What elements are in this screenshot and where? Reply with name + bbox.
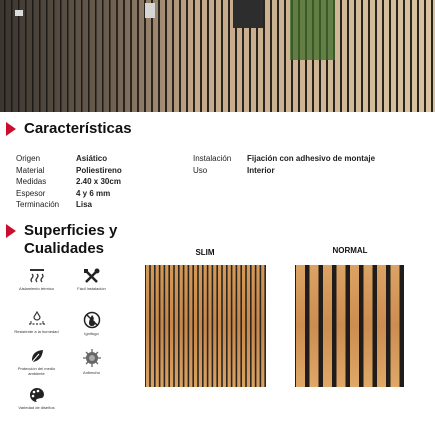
hero-slat-gap: [81, 0, 83, 112]
hero-slat-gap: [410, 0, 412, 112]
wood-slat: [237, 265, 240, 387]
wood-slat: [247, 265, 250, 387]
hero-slat-gap: [354, 0, 356, 112]
leaf-icon: [29, 348, 45, 364]
hero-slat-gap: [389, 0, 391, 112]
slim-panel-sample: [145, 265, 266, 387]
hero-slat-gap: [228, 0, 230, 112]
wood-slat: [256, 265, 259, 387]
feature-designs: [14, 387, 59, 410]
feature-label: Antimoho: [83, 370, 100, 375]
hero-slat-gap: [200, 0, 202, 112]
feature-label: Protección del medio ambiente: [17, 366, 56, 376]
hero-slat-gap: [207, 0, 209, 112]
wood-slat: [391, 265, 400, 387]
spec-value: Poliestireno: [76, 165, 122, 175]
hero-slat-gap: [172, 0, 174, 112]
spec-value: Asiático: [76, 154, 108, 164]
wood-slat: [146, 265, 149, 387]
hero-slat-gap: [95, 0, 97, 112]
feature-easy-install: [69, 268, 114, 291]
feature-label: Fácil instalación: [77, 286, 106, 291]
hero-slat-gap: [130, 0, 132, 112]
feature-eco: [14, 348, 59, 376]
hero-slat-gap: [11, 0, 13, 112]
spec-value: Lisa: [76, 200, 93, 210]
spec-key: Medidas: [16, 177, 47, 187]
wood-slat: [228, 265, 231, 387]
normal-panel-sample: [295, 265, 404, 387]
hero-slat-gap: [32, 0, 34, 112]
hero-slat-gap: [368, 0, 370, 112]
hero-slat-gap: [53, 0, 55, 112]
hero-slat-gap: [60, 0, 62, 112]
wood-slat: [232, 265, 235, 387]
spec-key: Instalación: [193, 154, 232, 164]
wood-slat: [252, 265, 255, 387]
hero-slat-gap: [179, 0, 181, 112]
antimold-icon: [82, 348, 102, 368]
spec-key: Material: [16, 165, 45, 175]
hero-slat-gap: [165, 0, 167, 112]
spec-key: Uso: [193, 165, 208, 175]
wood-slat: [199, 265, 202, 387]
wood-slat: [151, 265, 154, 387]
hero-slat-gap: [74, 0, 76, 112]
wood-slat: [175, 265, 178, 387]
wood-slat: [189, 265, 192, 387]
hero-slat-gap: [46, 0, 48, 112]
spec-value: Fijación con adhesivo de montaje: [247, 154, 376, 164]
wood-slat: [204, 265, 207, 387]
spec-key: Terminación: [16, 200, 60, 210]
wood-slat: [296, 265, 305, 387]
hero-slat-gap: [102, 0, 104, 112]
wood-slat: [337, 265, 346, 387]
wood-slat: [364, 265, 373, 387]
wood-slat: [194, 265, 197, 387]
wood-slat: [208, 265, 211, 387]
hero-slat-gap: [403, 0, 405, 112]
hero-slat-gap: [277, 0, 279, 112]
fireproof-icon: [83, 311, 101, 329]
hero-slat-gap: [109, 0, 111, 112]
spec-value: 2.40 x 30cm: [76, 177, 121, 187]
wood-slat: [156, 265, 159, 387]
wood-slat: [242, 265, 245, 387]
wood-slat: [218, 265, 221, 387]
specs-right: [193, 153, 375, 176]
hero-slat-gap: [18, 0, 20, 112]
feature-fireproof: [69, 311, 114, 336]
hero-slat-gap: [4, 0, 6, 112]
feature-antimold: [69, 348, 114, 375]
feature-thermal: [14, 268, 59, 291]
hero-slat-gap: [375, 0, 377, 112]
wood-slat: [165, 265, 168, 387]
characteristics-heading: [6, 120, 132, 138]
hero-image: [0, 0, 435, 112]
wood-slat: [160, 265, 163, 387]
hero-slat-gap: [186, 0, 188, 112]
hero-slat-gap: [123, 0, 125, 112]
hero-slat-gap: [340, 0, 342, 112]
surfaces-title-line1: Superficies y: [24, 222, 118, 239]
hero-slat-gap: [221, 0, 223, 112]
wood-slat: [223, 265, 226, 387]
feature-label: Variedad de diseños: [18, 405, 55, 410]
spec-key: Origen: [16, 154, 41, 164]
wood-slat: [350, 265, 359, 387]
hero-slat-gap: [116, 0, 118, 112]
panel-label-normal: NORMAL: [332, 246, 368, 255]
hero-slat-gap: [424, 0, 426, 112]
hero-slat-gap: [347, 0, 349, 112]
feature-humidity: [14, 311, 59, 334]
hero-slat-gap: [361, 0, 363, 112]
palette-icon: [29, 387, 45, 403]
wood-slat: [323, 265, 332, 387]
feature-label: Aislamiento térmico: [19, 286, 54, 291]
hero-slat-gap: [270, 0, 272, 112]
hero-slat-gap: [382, 0, 384, 112]
tools-icon: [83, 268, 101, 284]
hero-slat-gap: [39, 0, 41, 112]
hero-slat-gap: [396, 0, 398, 112]
hero-slat-gap: [67, 0, 69, 112]
hero-slat-gap: [417, 0, 419, 112]
wood-slat: [180, 265, 183, 387]
spec-value: Interior: [247, 165, 275, 175]
thermal-icon: [28, 268, 46, 284]
feature-label: Ignífugo: [84, 331, 99, 336]
spec-value: 4 y 6 mm: [76, 188, 111, 198]
spec-key: Espesor: [16, 188, 46, 198]
wood-slat: [377, 265, 386, 387]
wood-slat: [213, 265, 216, 387]
surfaces-title-line2: Cualidades: [24, 240, 105, 257]
hero-slat-gap: [263, 0, 265, 112]
feature-label: Resistente a la humedad: [14, 329, 59, 334]
hero-slat-gap: [137, 0, 139, 112]
panel-label-slim: SLIM: [195, 248, 215, 257]
hero-slat-gap: [214, 0, 216, 112]
wood-slat: [184, 265, 187, 387]
hero-slat-gap: [431, 0, 433, 112]
specs-left: [16, 153, 122, 211]
characteristics-title: Características: [24, 120, 132, 137]
red-arrow-icon: [6, 224, 16, 238]
hero-slat-gap: [193, 0, 195, 112]
wood-slat: [310, 265, 319, 387]
hero-slat-gap: [158, 0, 160, 112]
surfaces-title: [24, 222, 117, 258]
wood-slat: [170, 265, 173, 387]
humidity-icon: [28, 311, 46, 327]
surfaces-heading: [6, 222, 117, 258]
hero-slat-gap: [284, 0, 286, 112]
wood-slat: [261, 265, 264, 387]
hero-slat-gap: [25, 0, 27, 112]
hero-slat-gap: [88, 0, 90, 112]
red-arrow-icon: [6, 122, 16, 136]
